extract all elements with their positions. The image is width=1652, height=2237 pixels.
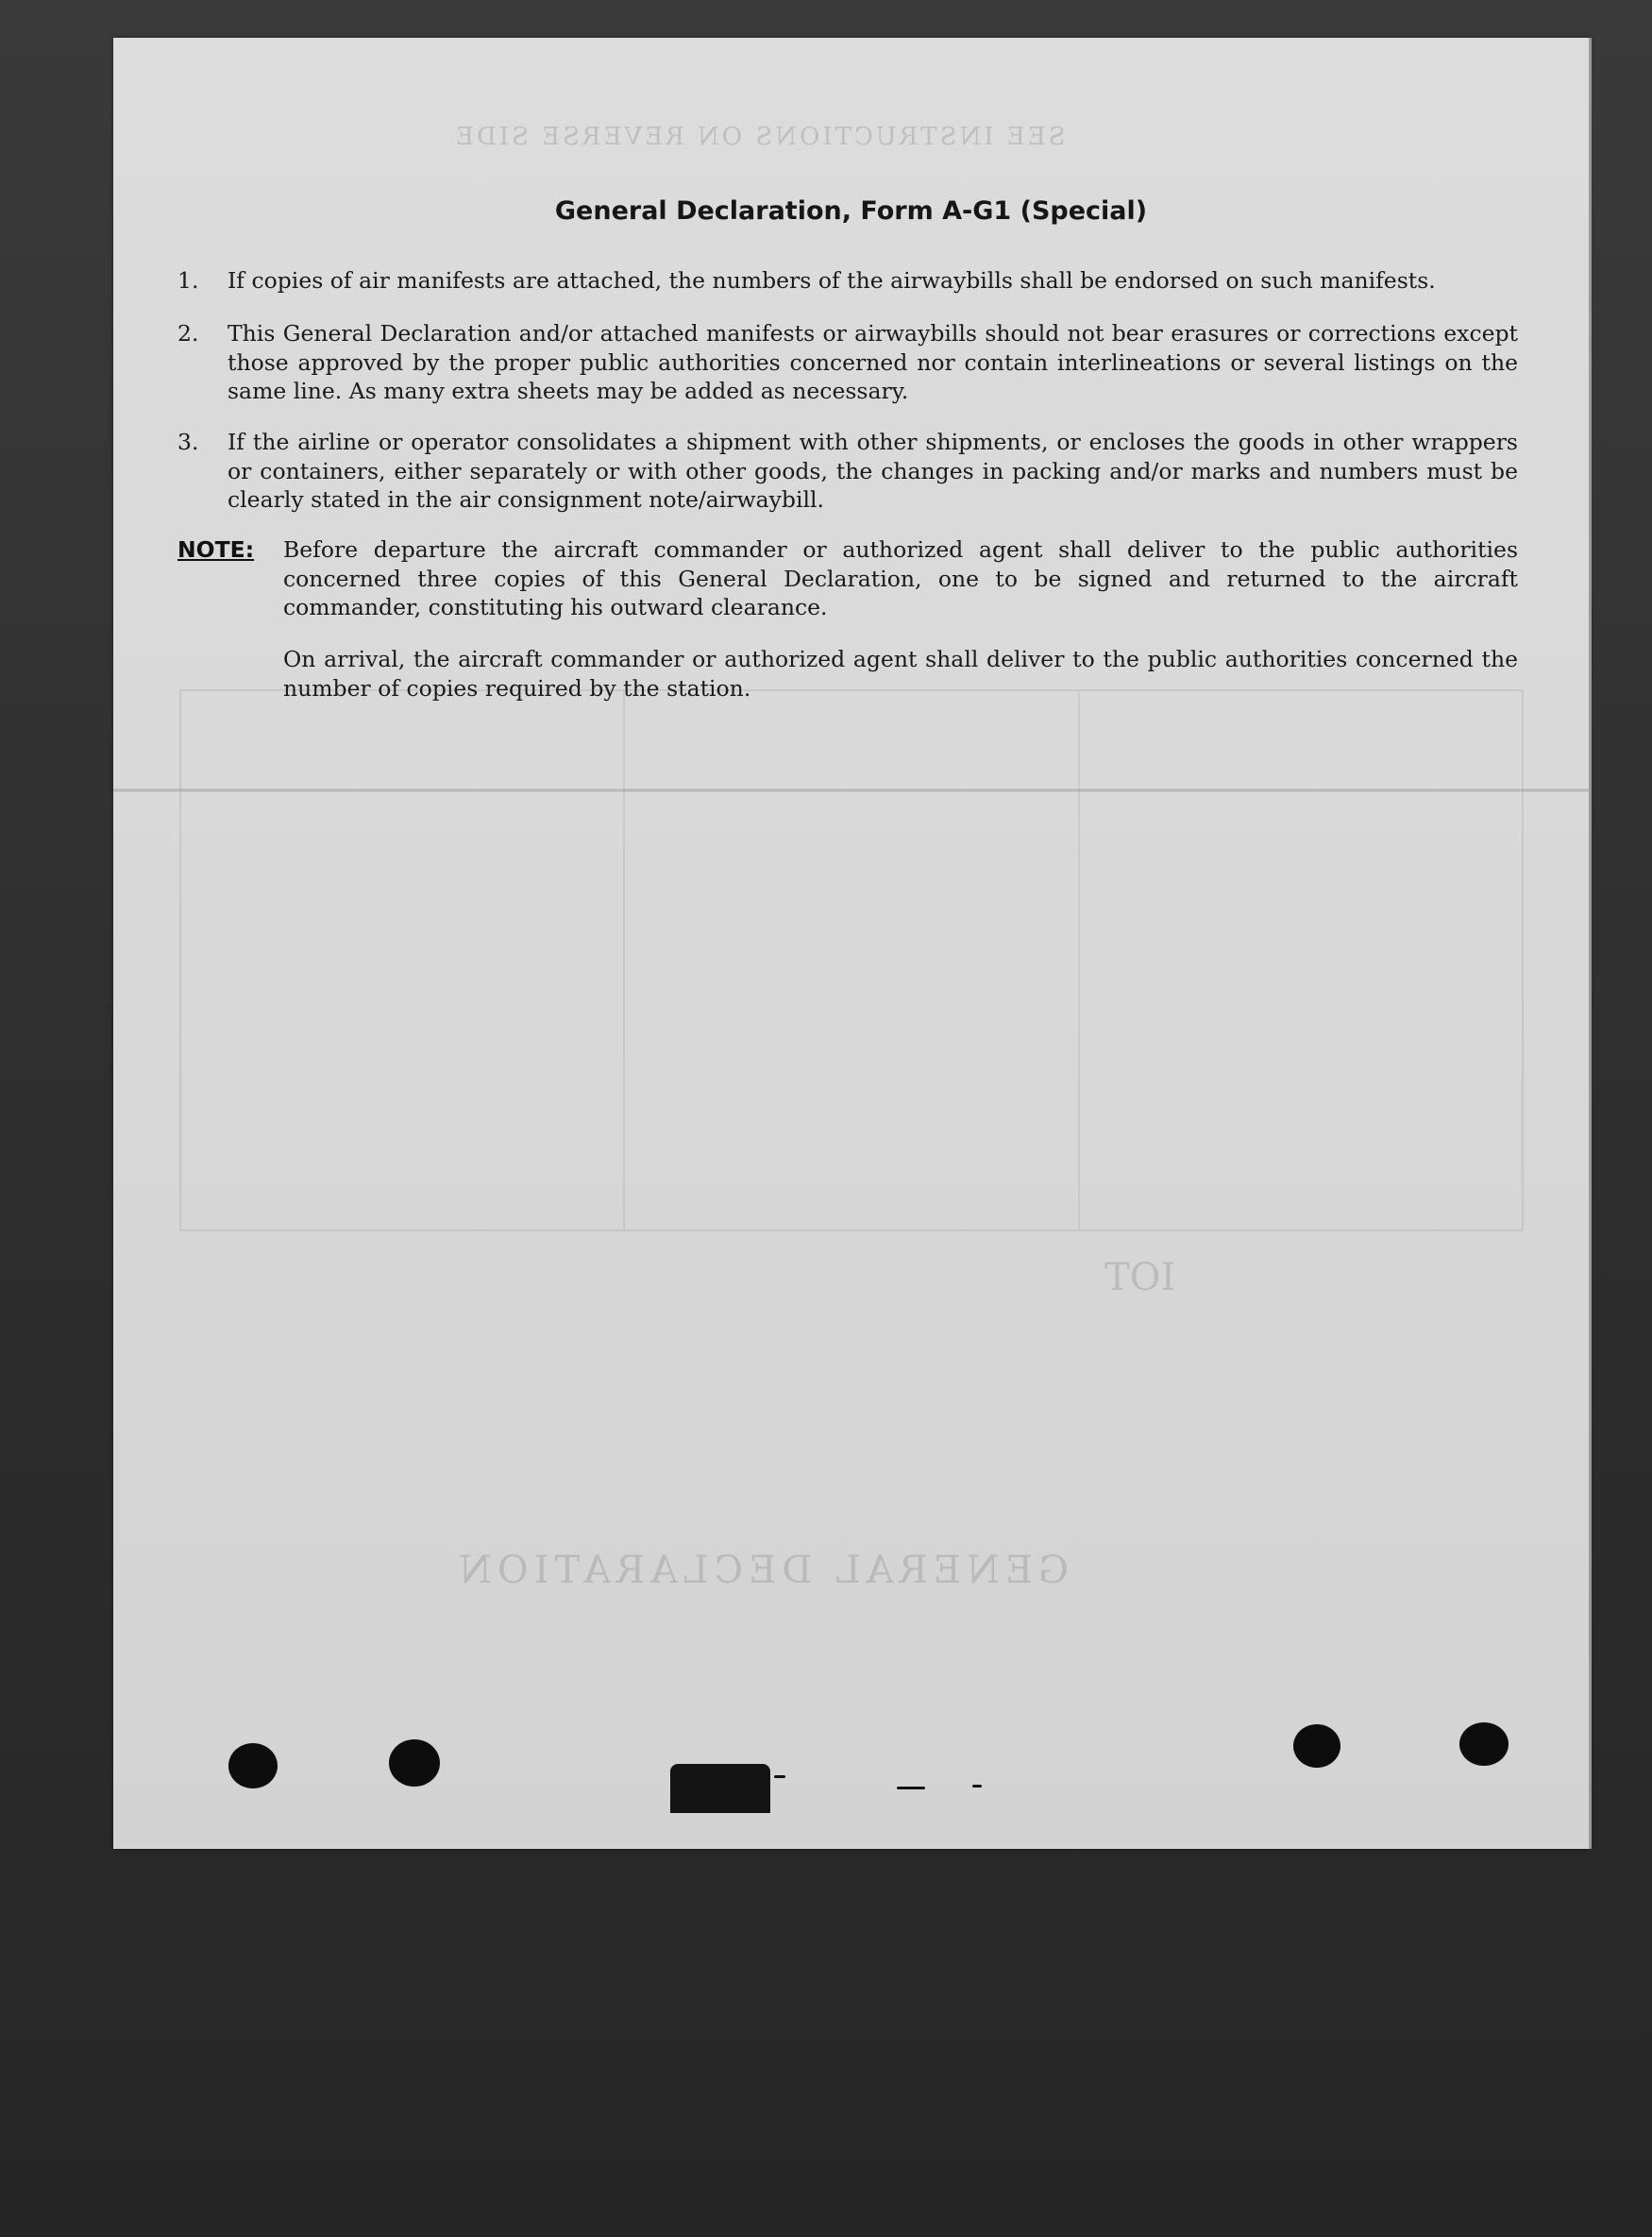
note-label: NOTE: [177,536,255,563]
document-page [113,38,1589,1849]
item-number: 2. [177,320,199,347]
page-edge [1589,38,1592,1849]
punch-hole [389,1739,440,1787]
show-through-mark: IOT [1104,1256,1176,1299]
show-through-heading: GENERAL DECLARATION [453,1549,1070,1592]
show-through-form-grid [179,689,1524,1231]
item-number: 1. [177,267,199,294]
binder-tab [670,1764,770,1813]
speck [774,1775,785,1778]
item-text: This General Declaration and/or attached manifests or airwaybills should not bear erasures or corrections except those approved by the proper public authorities concerned nor contain interlineations or several listings on the same line. As many extra sheets may be added as necessary. [228,320,1518,404]
speck [972,1785,982,1788]
punch-hole [228,1743,278,1788]
item-number: 3. [177,429,199,455]
note-paragraph-1: Before departure the aircraft commander or authorized agent shall deliver to the public authorities concerned three copies of this General Declaration, one to be signed and returned to the aircraft commander, constituting his outward clearance. [283,536,1518,620]
item-text: If the airline or operator consolidates a shipment with other shipments, or encloses the goods in other wrappers or containers, either separately or with other goods, the changes in packing and/or marks and numbers must be clearly stated in the air consignment note/airwaybill. [228,429,1518,513]
punch-hole [1293,1724,1340,1768]
punch-hole [1459,1722,1509,1766]
note-paragraph-2: On arrival, the aircraft commander or authorized agent shall deliver to the public authorities concerned the number of copies required by the station. [283,646,1518,702]
instruction-item-3 [177,428,1518,515]
form-title: General Declaration, Form A-G1 (Special) [554,196,1148,226]
speck [897,1787,925,1789]
item-text: If copies of air manifests are attached, the numbers of the airwaybills shall be endorsed on such manifests. [228,267,1436,294]
instruction-item-1 [177,266,1518,296]
show-through-header: SEE INSTRUCTIONS ON REVERSE SIDE [453,123,1066,151]
instruction-item-2 [177,319,1518,406]
